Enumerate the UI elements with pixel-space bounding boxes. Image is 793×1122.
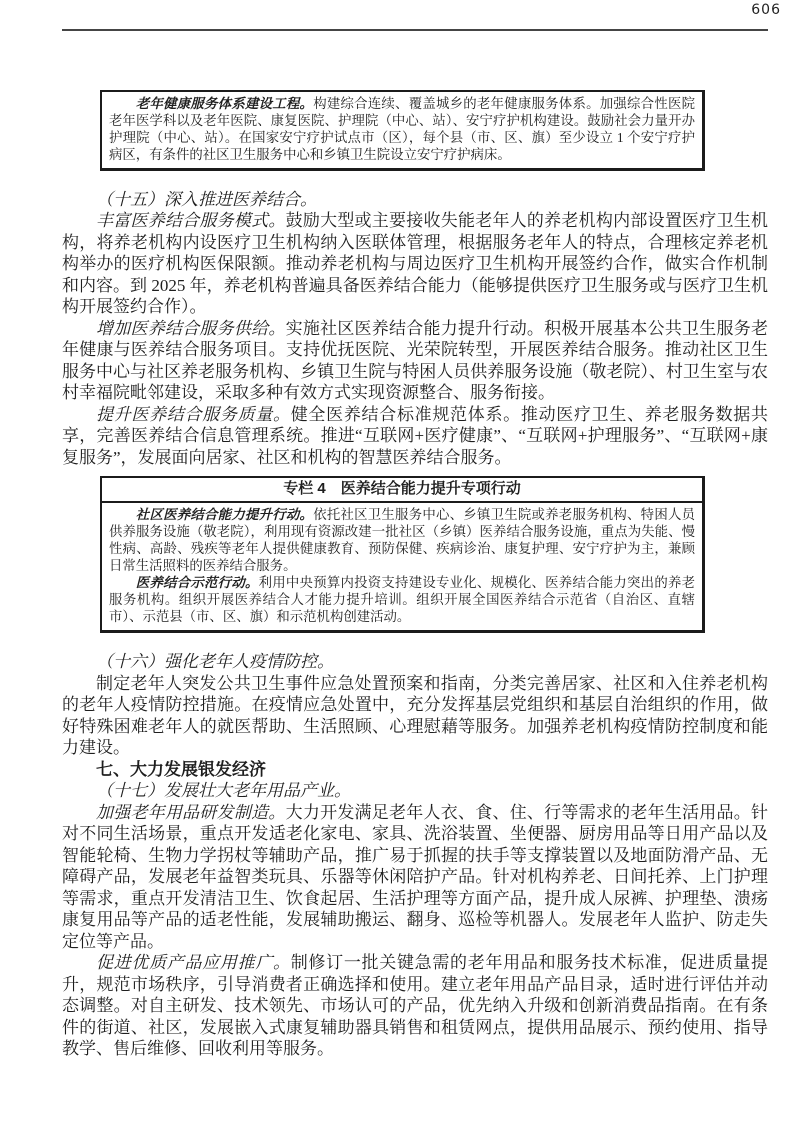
paragraph-text: 大力开发满足老年人衣、食、住、行等需求的老年生活用品。针对不同生活场景，重点开发适老化家电、家具、洗浴装置、坐便器、厨房用品等日用产品以及智能轮椅、生物力学拐杖等辅助产品，推广易于抓握的扶手等支撑装置以及地面防滑产品、无障碍产品，发展老年益智类玩具、乐器等休闲陪护产品。针对机构养老、日间托养、上门护理等需求，重点开发清洁卫生、饮食起居、生活护理等方面产品，提升成人尿裤、护理垫、溃疡康复用品等产品的适老性能，发展辅助搬运、翻身、巡检等机器人。发展老年人监护、防走失定位等产品。: [62, 802, 769, 951]
paragraph-text: 制定老年人突发公共卫生事件应急处置预案和指南，分类完善居家、社区和入住养老机构的老年人疫情防控措施。在疫情应急处置中，充分发挥基层党组织和基层自治组织的作用，做好特殊困难老年人的就医帮助、生活照顾、心理慰藉等服务。加强养老机构疫情防控制度和能力建设。: [62, 673, 768, 758]
page-number: 606: [751, 2, 781, 18]
project-box-lead: 老年健康服务体系建设工程。: [135, 96, 314, 111]
paragraph-lead: 增加医养结合服务供给。: [96, 318, 286, 338]
paragraph-text: 健全医养结合标准规范体系。推动医疗卫生、养老服务数据共享，完善医养结合信息管理系统。推进“互联网+医疗健康”、“互联网+护理服务”、“互联网+康复服务”，发展面向居家、社区和机构的智慧医养结合服务。: [62, 404, 769, 467]
section-15-paragraph-3: [62, 404, 768, 469]
section-15-paragraph-2: [62, 318, 768, 404]
paragraph-lead: 医养结合示范行动。: [135, 574, 259, 590]
paragraph-text: 依托社区卫生服务中心、乡镇卫生院或养老服务机构、特困人员供养服务设施（敬老院），利用现有资源改建一批社区（乡镇）医养结合服务设施，重点为失能、慢性病、高龄、残疾等老年人提供健康教育、预防保健、疾病诊治、康复护理、安宁疗护为主，兼顾日常生活照料的医养结合服务。: [109, 507, 695, 573]
section-15-heading: （十五）深入推进医养结合。: [96, 189, 317, 209]
paragraph-lead: 丰富医养结合服务模式。: [96, 211, 286, 231]
paragraph-text: 制修订一批关键急需的老年用品和服务技术标准，促进质量提升，规范市场秩序，引导消费者正确选择和使用。建立老年用品产品目录，适时进行评估并动态调整。对自主研发、技术领先、市场认可的产品，优先纳入升级和创新消费品指南。在有条件的街道、社区，发展嵌入式康复辅助器具销售和租赁网点，提供用品展示、预约使用、指导教学、售后维修、回收利用等服务。: [62, 953, 769, 1059]
project-box-text: 构建综合连续、覆盖城乡的老年健康服务体系。加强综合性医院老年医学科以及老年医院、康复医院、护理院（中心、站）、安宁疗护机构建设。鼓励社会力量开办护理院（中心、站）。在国家安宁疗护试点市（区），每个县（市、区、旗）至少设立 1 个安宁疗护病区，有条件的社区卫生服务中心和乡镇卫生院设立安宁疗护病床。: [109, 96, 695, 162]
column-4-body: [102, 503, 702, 630]
column-4-paragraph-2: [109, 575, 695, 626]
column-4-title: 专栏 4 医养结合能力提升专项行动: [102, 478, 702, 503]
section-17-heading: （十七）发展壮大老年用品产业。: [96, 781, 351, 801]
section-17-paragraph-1: [62, 802, 768, 953]
paragraph-lead: 社区医养结合能力提升行动。: [135, 507, 314, 523]
header-rule: [62, 29, 768, 31]
column-4-box: [100, 476, 705, 633]
project-callout-box: [100, 90, 705, 171]
section-16-heading: （十六）强化老年人疫情防控。: [96, 652, 334, 672]
paragraph-text: 鼓励大型或主要接收失能老年人的养老机构内部设置医疗卫生机构，将养老机构内设医疗卫生机构纳入医联体管理，根据服务老年人的特点，合理核定养老机构举办的医疗机构医保限额。推动养老机构与周边医疗卫生机构开展签约合作，做实合作机制和内容。到 2025 年，养老机构普遍具备医养结合能力（能够提供医疗卫生服务或与医疗卫生机构开展签约合作）。: [62, 211, 769, 317]
paragraph-text: 实施社区医养结合能力提升行动。积极开展基本公共卫生服务老年健康与医养结合服务项目。支持优抚医院、光荣院转型，开展医养结合服务。推动社区卫生服务中心与社区养老服务机构、乡镇卫生院与特困人员供养服务设施（敬老院）、村卫生室与农村幸福院毗邻建设，采取多种有效方式实现资源整合、服务衔接。: [62, 318, 769, 403]
paragraph-lead: 促进优质产品应用推广。: [96, 953, 291, 973]
project-box-paragraph: [109, 96, 695, 164]
chapter-7-heading: 七、大力发展银发经济: [96, 759, 266, 779]
paragraph-lead: 加强老年用品研发制造。: [96, 802, 286, 822]
section-17-paragraph-2: [62, 952, 768, 1060]
section-16-paragraph-1: [62, 673, 768, 759]
column-4-paragraph-1: [109, 507, 695, 575]
paragraph-lead: 提升医养结合服务质量。: [96, 404, 291, 424]
section-15-paragraph-1: [62, 210, 768, 318]
content-area: [62, 90, 768, 1060]
paragraph-text: 利用中央预算内投资支持建设专业化、规模化、医养结合能力突出的养老服务机构。组织开展医养结合人才能力提升培训。组织开展全国医养结合示范省（自治区、直辖市）、示范县（市、区、旗）和示范机构创建活动。: [109, 574, 696, 624]
